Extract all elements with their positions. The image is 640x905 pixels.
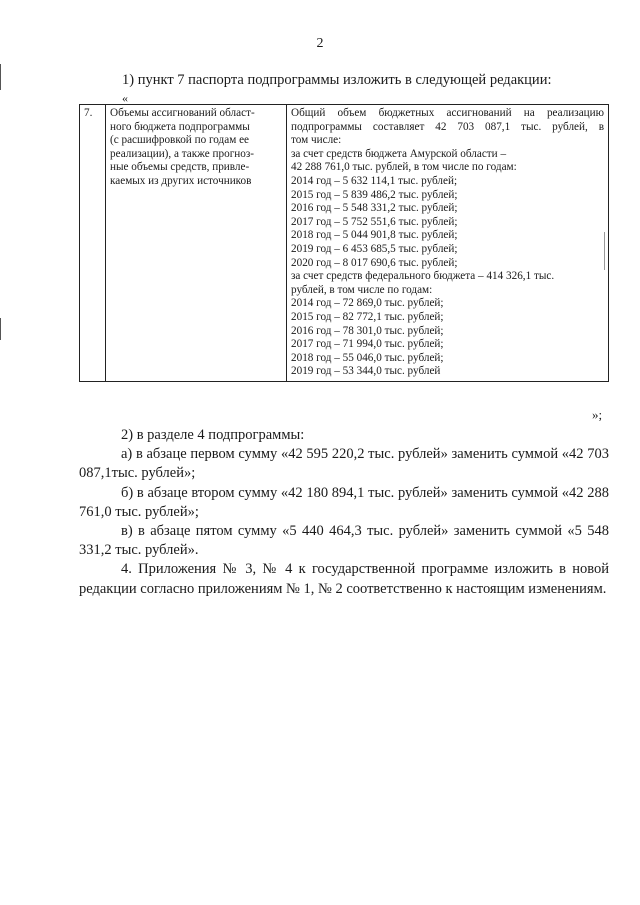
quote-open: « <box>122 91 128 105</box>
content-line: 2018 год – 55 046,0 тыс. рублей; <box>291 351 444 364</box>
content-line: 2019 год – 6 453 685,5 тыс. рублей; <box>291 242 458 255</box>
content-line: подпрограммы составляет 42 703 087,1 тыс. рублей, в <box>291 120 604 133</box>
content-line: 2014 год – 72 869,0 тыс. рублей; <box>291 297 444 310</box>
scan-mark <box>604 232 605 270</box>
content-line: 42 288 761,0 тыс. рублей, в том числе по годам: <box>291 161 517 174</box>
scan-mark <box>0 64 1 90</box>
name-line: каемых из других источников <box>110 174 252 187</box>
row-name-cell <box>106 105 287 382</box>
content-line: 2015 год – 5 839 486,2 тыс. рублей; <box>291 188 458 201</box>
row-content-cell <box>287 105 609 382</box>
paragraph: в) в абзаце пятом сумму «5 440 464,3 тыс. рублей» заменить суммой «5 548 331,2 тыс. рублей». <box>79 523 609 559</box>
passport-table <box>79 104 609 382</box>
content-line: 2018 год – 5 044 901,8 тыс. рублей; <box>291 229 458 242</box>
content-line: 2015 год – 82 772,1 тыс. рублей; <box>291 310 444 323</box>
name-line: Объемы ассигнований област- <box>110 107 255 119</box>
quote-close: »; <box>592 407 603 422</box>
row-number: 7. <box>80 105 106 382</box>
content-line: 2016 год – 5 548 331,2 тыс. рублей; <box>291 202 458 215</box>
paragraph: б) в абзаце втором сумму «42 180 894,1 тыс. рублей» заменить суммой «42 288 761,0 тыс. рублей»; <box>79 484 609 520</box>
content-line: 2019 год – 53 344,0 тыс. рублей <box>291 365 441 378</box>
paragraph: 4. Приложения № 3, № 4 к государственной программе изложить в новой редакции согласно приложениям № 1, № 2 соответственно к настоящим изменениям. <box>79 561 609 597</box>
page-number: 2 <box>316 36 324 51</box>
table-row <box>80 105 609 382</box>
content-line: 2020 год – 8 017 690,6 тыс. рублей; <box>291 256 458 269</box>
paragraph: 2) в разделе 4 подпрограммы: <box>121 427 305 443</box>
content-line: рублей, в том числе по годам: <box>291 283 433 296</box>
content-line: 2014 год – 5 632 114,1 тыс. рублей; <box>291 174 458 187</box>
content-line: Общий объем бюджетных ассигнований на реализацию <box>291 107 604 119</box>
content-line: за счет средств федерального бюджета – 414 326,1 тыс. <box>291 270 555 283</box>
content-line: за счет средств бюджета Амурской области – <box>291 147 507 160</box>
name-line: ного бюджета подпрограммы <box>110 120 250 133</box>
content-line: 2016 год – 78 301,0 тыс. рублей; <box>291 324 444 337</box>
name-line: (с расшифровкой по годам ее <box>110 134 250 147</box>
scan-mark <box>0 318 1 340</box>
body-text <box>79 426 609 599</box>
name-line: ные объемы средств, привле- <box>110 161 250 174</box>
content-line: 2017 год – 5 752 551,6 тыс. рублей; <box>291 215 458 228</box>
content-line: 2017 год – 71 994,0 тыс. рублей; <box>291 338 444 351</box>
intro-text: 1) пункт 7 паспорта подпрограммы изложить в следующей редакции: <box>122 72 552 88</box>
name-line: реализации), а также прогноз- <box>110 147 255 160</box>
paragraph: а) в абзаце первом сумму «42 595 220,2 тыс. рублей» заменить суммой «42 703 087,1тыс. рублей»; <box>79 446 609 482</box>
content-line: том числе: <box>291 134 342 147</box>
